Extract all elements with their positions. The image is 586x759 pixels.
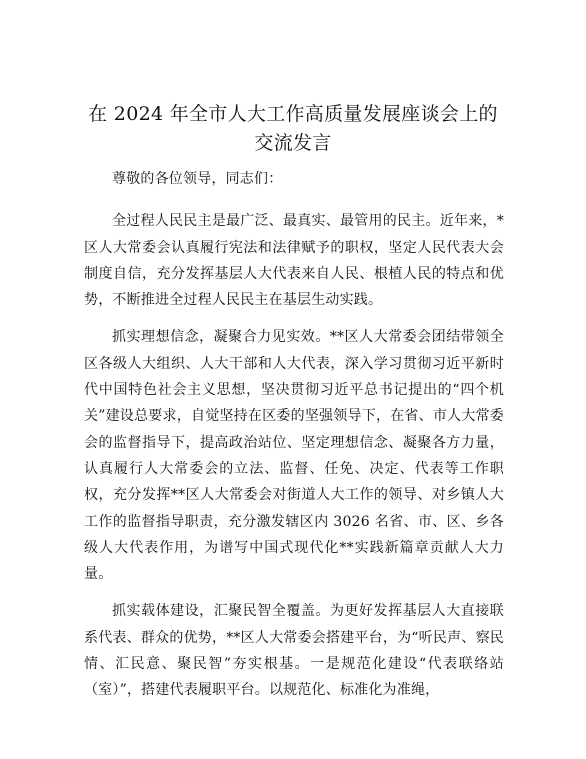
- paragraph-platforms: 抓实载体建设，汇聚民智全覆盖。为更好发挥基层人大直接联系代表、群众的优势，**区人大常委会搭建平台，为“听民声、察民情、汇民意、聚民智”夯实根基。一是规范化建设“代表联络站（室）”，搭建代表履职平台。以规范化、标准化为准绳，: [84, 603, 504, 699]
- paragraph-ideals: 抓实理想信念，凝聚合力见实效。**区人大常委会团结带领全区各级人大组织、人大干部和人大代表，深入学习贯彻习近平新时代中国特色社会主义思想，坚决贯彻习近平总书记提出的“四个机关”建设总要求，自觉坚持在区委的坚强领导下，在省、市人大常委会的监督指导下，提高政治站位、坚定理想信念、凝聚各方力量，认真履行人大常委会的立法、监督、任免、决定、代表等工作职权，充分发挥**区人大常委会对街道人大工作的领导、对乡镇人大工作的监督指导职责，充分激发辖区内 3026 名省、市、区、乡各级人大代表作用，为谱写中国式现代化**实践新篇章贡献人大力量。: [84, 329, 504, 583]
- document-title: [70, 100, 516, 158]
- paragraph-intro: 全过程人民民主是最广泛、最真实、最管用的民主。近年来，*区人大常委会认真履行宪法和法律赋予的职权，坚定人民代表大会制度自信，充分发挥基层人大代表来自人民、根植人民的特点和优势，不断推进全过程人民民主在基层生动实践。: [84, 213, 504, 309]
- title-line-1: 在 2024 年全市人大工作高质量发展座谈会上的: [88, 103, 498, 125]
- salutation: 尊敬的各位领导，同志们：: [112, 171, 283, 187]
- title-line-2: 交流发言: [254, 132, 332, 154]
- document-body: [84, 166, 504, 715]
